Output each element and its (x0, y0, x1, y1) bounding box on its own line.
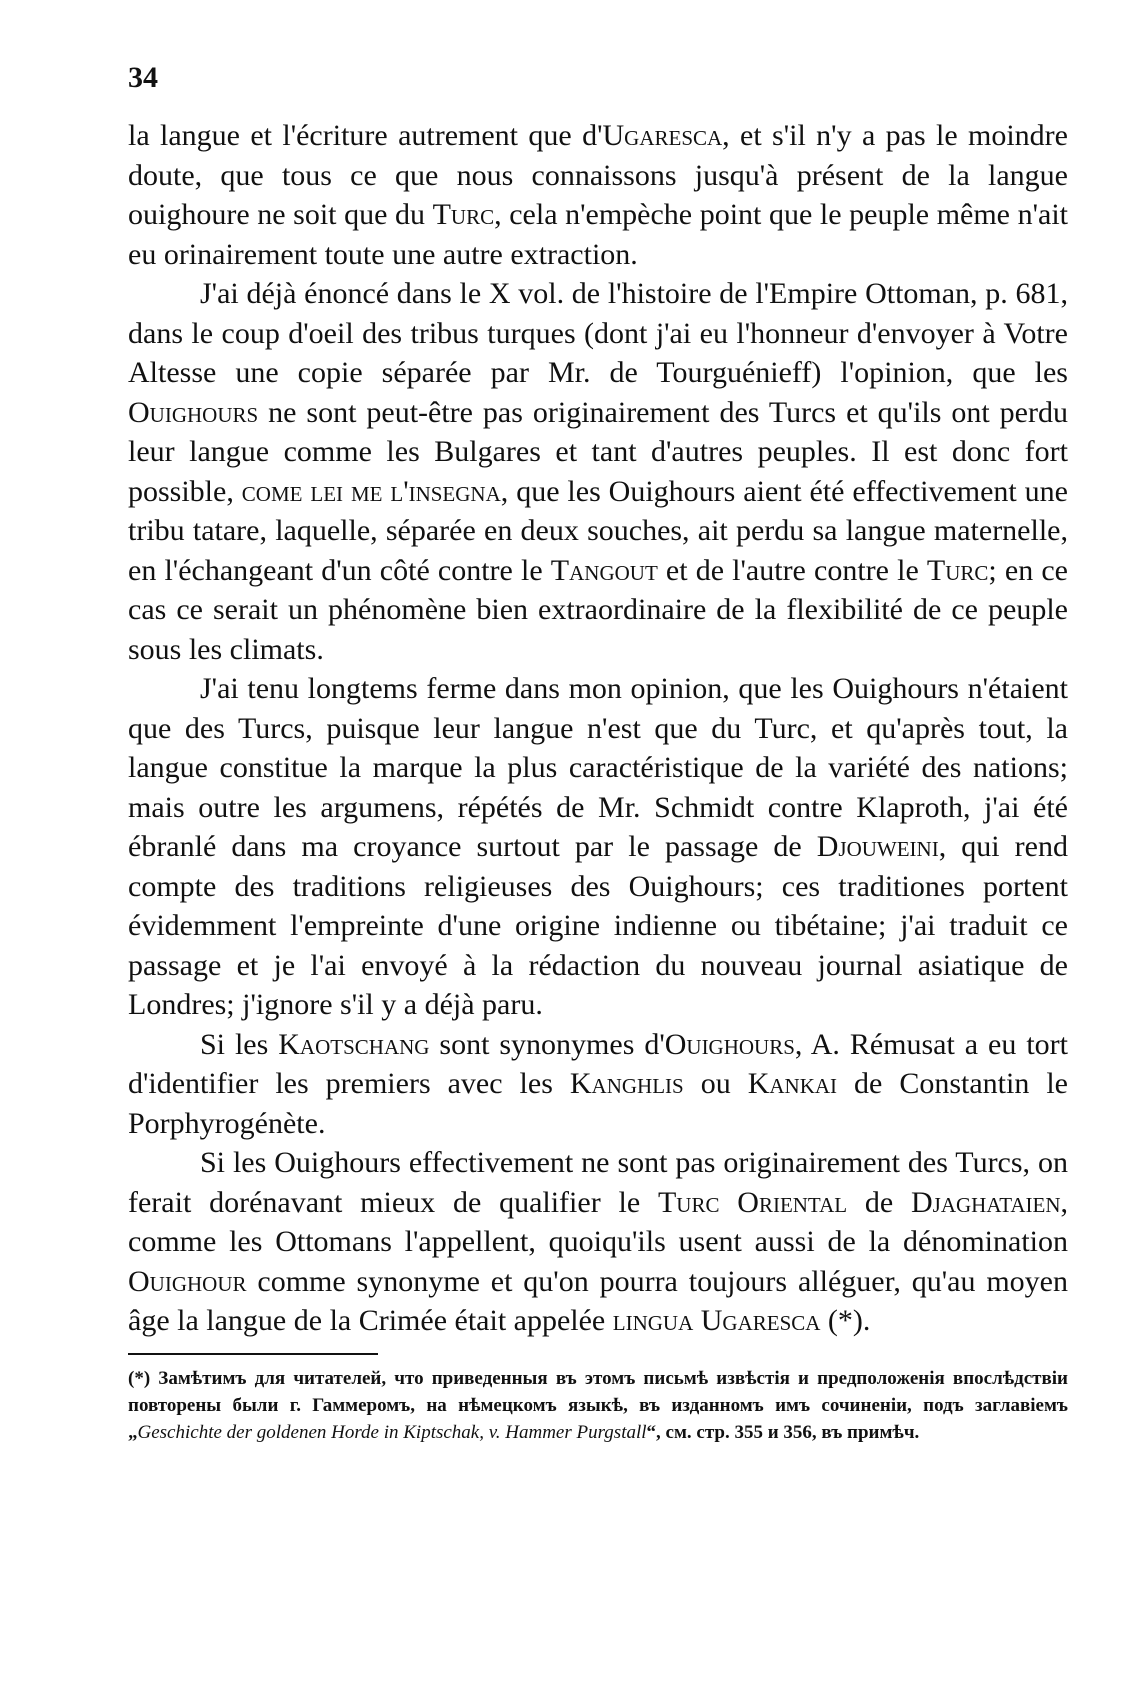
small-caps-term: Ouighours (664, 1027, 795, 1061)
footnote (128, 1365, 1068, 1446)
small-caps-term: lingua Ugaresca (612, 1304, 821, 1337)
paragraph (128, 1143, 1068, 1341)
text-run: ne sont peut-être pas originairement des Turcs et qu'ils ont perdu leur langue comme les Bulgares et tant d'autres peuples. Il est donc fort possible, (128, 395, 1068, 508)
footnote-text: “, см. стр. 355 и 356, въ примѣч. (646, 1421, 920, 1443)
small-caps-term: Turc Oriental (657, 1185, 848, 1219)
text-run: Si les (200, 1027, 279, 1061)
small-caps-term: come lei me l'insegna (241, 474, 501, 508)
small-caps-term: Turc (432, 198, 495, 231)
text-run: sont synonymes d' (429, 1027, 665, 1061)
small-caps-term: Djouweini (816, 830, 939, 863)
text-run: , cela n'empèche point que le peuple même n'ait eu orinairement toute une autre extraction. (128, 198, 1068, 271)
text-run: , A. Rémusat a eu tort d'identifier les premiers avec les (128, 1027, 1068, 1100)
small-caps-term: Kankai (747, 1067, 838, 1100)
footnote-title-italic: Geschichte der goldenen Horde in Kiptschak, v. Hammer Purgstall (137, 1421, 647, 1443)
small-caps-term: Turc (926, 553, 989, 587)
text-run: la langue et l'écriture autrement que d' (128, 119, 603, 152)
paragraph (128, 116, 1068, 274)
small-caps-term: Ouighours (128, 395, 259, 429)
footnote-text: (*) Замѣтимъ для читателей, что приведенныя въ этомъ письмѣ извѣстія и предположенія впослѣдствіи повторены были г. Гаммеромъ, на нѣмецкомъ языкѣ, въ изданномъ имъ сочиненіи, подъ заглавіемъ „ (128, 1367, 1068, 1443)
text-run: , que les Ouighours aient été effectivement une tribu tatare, laquelle, séparée en deux souches, ait perdu sa langue maternelle, en l'échangeant d'un côté contre le (128, 474, 1068, 587)
small-caps-term: Tangout (550, 553, 658, 587)
paragraph (128, 669, 1068, 1025)
text-run: et de l'autre contre le (657, 553, 927, 587)
text-run: J'ai tenu longtems ferme dans mon opinion, que les Ouighours n'étaient que des Turcs, puisque leur langue n'est que du Turc, et qu'après tout, la langue constitue la marque la plus caractéristique de la variété des nations; mais outre les argumens, répétés de Mr. Schmidt contre Klaproth, j'ai été ébranlé dans ma croyance surtout par le passage de (128, 672, 1068, 863)
text-run: ; en ce cas ce serait un phénomène bien extraordinaire de la flexibilité de ce peuple sous les climats. (128, 553, 1068, 666)
text-run: J'ai déjà énoncé dans le X vol. de l'histoire de l'Empire Ottoman, p. 681, dans le coup d'oeil des tribus turques (dont j'ai eu l'honneur d'envoyer à Votre Altesse une copie séparée par Mr. de Tourguénieff) l'opinion, que les (128, 277, 1068, 389)
paragraph (128, 1025, 1068, 1144)
text-run: , et s'il n'y a pas le moindre doute, que tous ce que nous connaissons jusqu'à présent de la langue ouighoure ne soit que du (128, 119, 1068, 231)
footnote-rule (128, 1353, 378, 1355)
text-run: ou (683, 1067, 748, 1100)
small-caps-term: Djaghataien (911, 1185, 1061, 1219)
text-run: , qui rend compte des traditions religieuses des Ouighours; ces traditiones portent évidemment l'empreinte d'une origine indienne ou tibétaine; j'ai traduit ce passage et je l'ai envoyé à la rédaction du nouveau journal asiatique de Londres; j'ignore s'il y a déjà paru. (128, 830, 1068, 1021)
small-caps-term: Ugaresca (602, 119, 723, 152)
body-text (128, 116, 1068, 1341)
text-run: , comme les Ottomans l'appellent, quoiqu'ils usent aussi de la dénomination (128, 1185, 1068, 1258)
paragraph (128, 274, 1068, 669)
small-caps-term: Kanghlis (569, 1067, 684, 1100)
small-caps-term: Ouighour (128, 1264, 247, 1298)
page-number: 34 (128, 61, 158, 94)
text-run: de Constantin le Porphyrogénète. (128, 1067, 1068, 1140)
text-run: comme synonyme et qu'on pourra toujours alléguer, qu'au moyen âge la langue de la Crimée était appelée (128, 1264, 1068, 1337)
small-caps-term: Kaotschang (278, 1027, 430, 1061)
text-run: de (847, 1185, 912, 1219)
text-run: Si les Ouighours effectivement ne sont pas originairement des Turcs, on ferait dorénavant mieux de qualifier le (128, 1146, 1068, 1219)
text-run: (*). (820, 1304, 871, 1337)
